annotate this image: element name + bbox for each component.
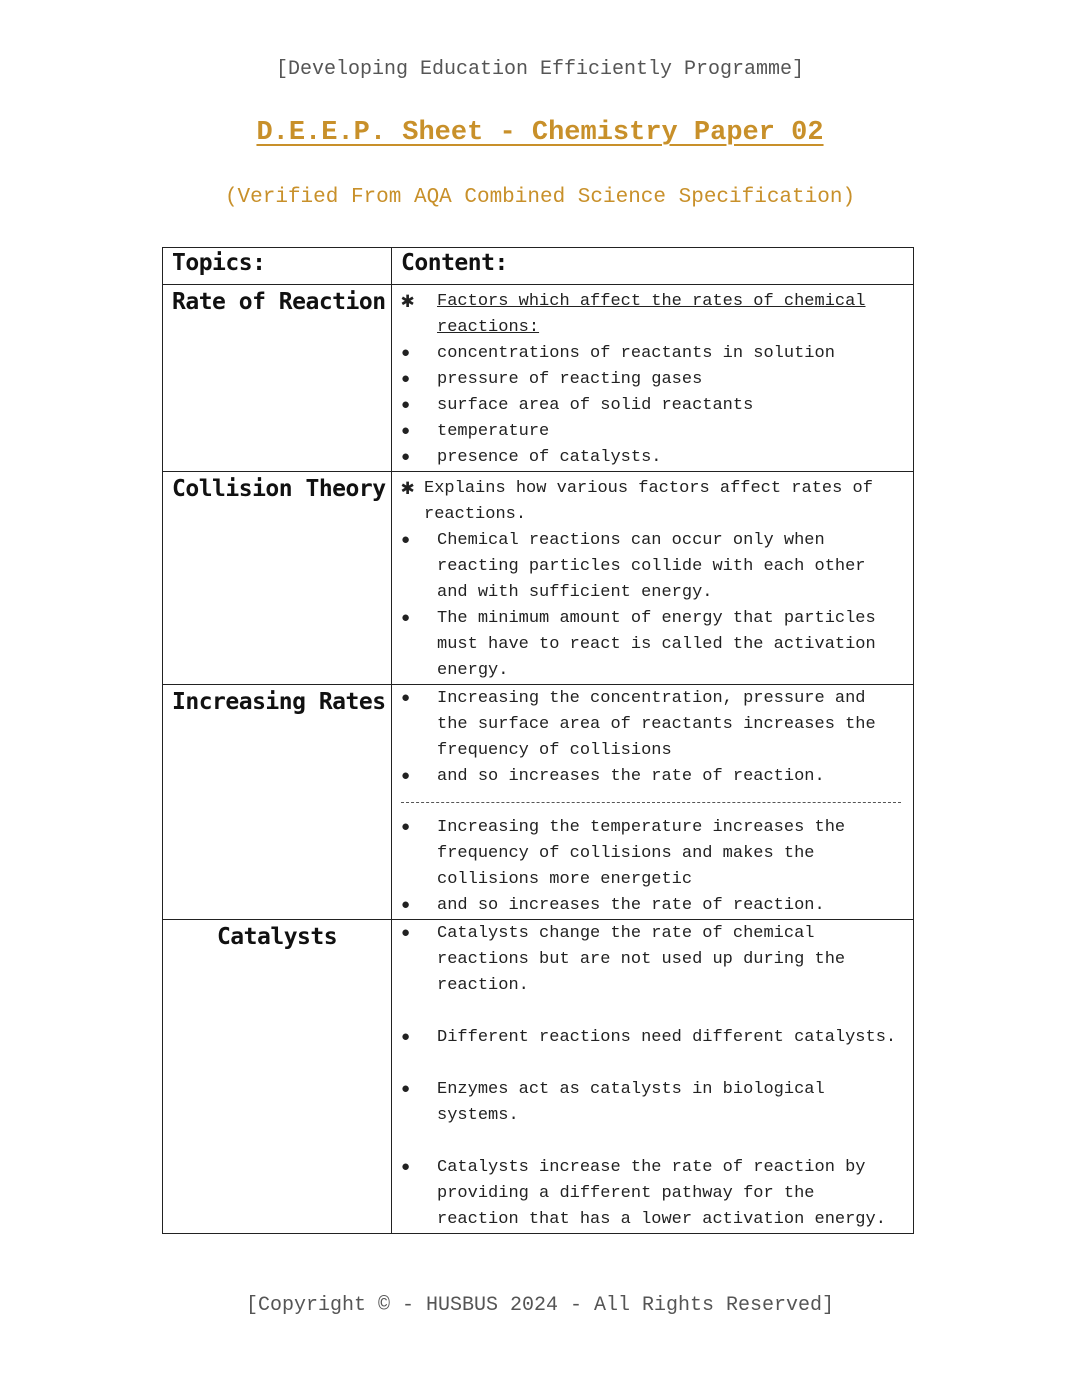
bullet-icon: ● [401,345,411,362]
content-cell [392,920,914,1234]
table-row [163,472,914,685]
topic-cell [163,920,392,1234]
page-title-text: D.E.E.P. Sheet - Chemistry Paper 02 [256,118,824,148]
list-item [401,289,905,341]
topic-cell [163,472,392,685]
list-item [401,1077,905,1129]
topic-cell [163,685,392,920]
factors-lead: Factors which affect the rates of chemical reactions: [437,292,866,337]
bullet-text: The minimum amount of energy that particles must have to react is called the activation energy. [437,609,876,680]
bullet-text: pressure of reacting gases [437,370,703,389]
bullet-text: Catalysts change the rate of chemical reactions but are not used up during the reaction. [437,924,846,995]
copyright-footer: [Copyright © - HUSBUS 2024 - All Rights Reserved] [245,1294,835,1317]
bullet-text: concentrations of reactants in solution [437,344,835,363]
bullet-icon: ● [401,690,411,707]
content-header-cell [392,248,914,285]
bullet-text: Catalysts increase the rate of reaction by providing a different pathway for the reaction that has a lower activation energy. [437,1158,886,1229]
bullet-icon: ● [401,423,411,440]
bullet-text: Increasing the temperature increases the frequency of collisions and makes the collisions more energetic [437,818,846,889]
bullet-text: and so increases the rate of reaction. [437,896,825,915]
bullet-text: surface area of solid reactants [437,396,754,415]
table-row [163,685,914,920]
asterisk-icon: ✱ [401,289,415,314]
bullet-icon: ● [401,610,411,627]
list-item [401,1025,905,1051]
list-item [401,341,905,367]
list-item [401,815,905,893]
content-cell [392,685,914,920]
content-cell [392,285,914,472]
bullet-icon: ● [401,1029,411,1046]
bullet-text: Different reactions need different catalysts. [437,1028,897,1047]
bullet-icon: ● [401,371,411,388]
asterisk-icon: ✱ [401,476,415,501]
bullet-text: Enzymes act as catalysts in biological systems. [437,1080,825,1125]
page-title [0,118,1080,148]
bullet-icon: ● [401,397,411,414]
list-item [401,921,905,999]
bullet-icon: ● [401,768,411,785]
content-table [162,247,914,1234]
bullet-text: presence of catalysts. [437,448,662,467]
bullet-icon: ● [401,532,411,549]
bullet-icon: ● [401,1159,411,1176]
list-item [401,1155,905,1233]
table-row [163,920,914,1234]
topics-column-header: Topics: [172,250,266,276]
list-item [401,893,905,919]
bullet-icon: ● [401,819,411,836]
table-header-row [163,248,914,285]
list-item [401,686,905,764]
topic-rate-of-reaction: Rate of Reaction [172,289,386,315]
dashed-divider [401,802,901,803]
topic-collision-theory: Collision Theory [172,476,386,502]
topic-catalysts: Catalysts [216,924,338,950]
list-item [401,419,905,445]
programme-header: [Developing Education Efficiently Programme] [275,58,805,81]
page-subtitle: (Verified From AQA Combined Science Specification) [224,186,856,209]
topic-cell [163,285,392,472]
topic-increasing-rates: Increasing Rates [172,689,386,715]
list-item [401,367,905,393]
bullet-icon: ● [401,449,411,466]
topics-header-cell [163,248,392,285]
collision-lead: Explains how various factors affect rates of reactions. [424,479,873,524]
bullet-icon: ● [401,925,411,942]
list-item [401,606,905,684]
content-cell [392,472,914,685]
list-item [401,393,905,419]
list-item [401,445,905,471]
bullet-text: Increasing the concentration, pressure and the surface area of reactants increases the frequency of collisions [437,689,876,760]
list-item [401,764,905,790]
list-item [401,528,905,606]
bullet-icon: ● [401,1081,411,1098]
bullet-text: temperature [437,422,550,441]
bullet-text: and so increases the rate of reaction. [437,767,825,786]
list-item [401,476,905,528]
table-row [163,285,914,472]
content-column-header: Content: [401,250,508,276]
bullet-icon: ● [401,897,411,914]
bullet-text: Chemical reactions can occur only when reacting particles collide with each other and with sufficient energy. [437,531,866,602]
